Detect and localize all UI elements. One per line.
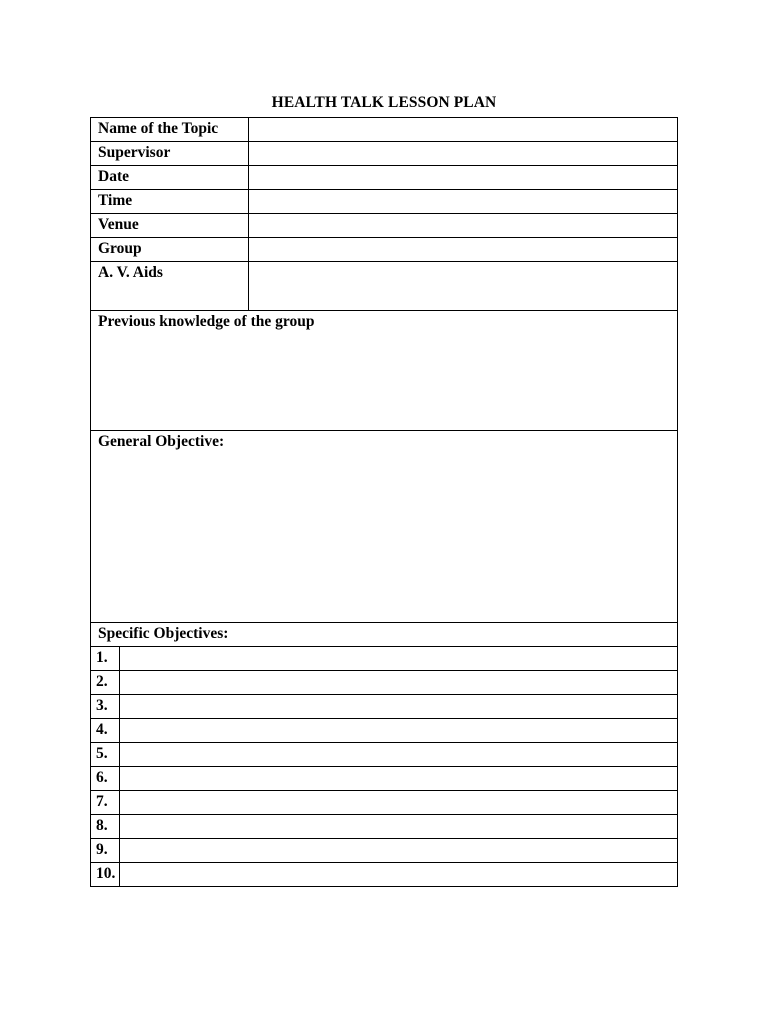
specific-objective-row	[91, 815, 678, 839]
objective-field[interactable]	[120, 647, 678, 671]
date-label: Date	[91, 166, 249, 190]
objective-field[interactable]	[120, 839, 678, 863]
av-aids-label: A. V. Aids	[91, 262, 249, 311]
general-objective-label: General Objective:	[98, 433, 225, 450]
venue-row	[91, 214, 678, 238]
supervisor-label: Supervisor	[91, 142, 249, 166]
venue-label: Venue	[91, 214, 249, 238]
time-label: Time	[91, 190, 249, 214]
objective-field[interactable]	[120, 671, 678, 695]
date-row	[91, 166, 678, 190]
objective-number: 5.	[91, 743, 120, 767]
group-label: Group	[91, 238, 249, 262]
objective-number: 1.	[91, 647, 120, 671]
specific-objective-row	[91, 767, 678, 791]
specific-objective-row	[91, 863, 678, 887]
previous-knowledge-section[interactable]	[91, 311, 678, 431]
objective-number: 2.	[91, 671, 120, 695]
objective-field[interactable]	[120, 695, 678, 719]
specific-objectives-label: Specific Objectives:	[91, 623, 678, 647]
topic-row	[91, 118, 678, 142]
av-aids-field[interactable]	[249, 262, 678, 311]
av-aids-row	[91, 262, 678, 311]
lesson-plan-table	[90, 117, 678, 887]
group-row	[91, 238, 678, 262]
specific-objective-row	[91, 743, 678, 767]
specific-objectives-header-row	[91, 623, 678, 647]
time-field[interactable]	[249, 190, 678, 214]
supervisor-field[interactable]	[249, 142, 678, 166]
specific-objective-row	[91, 695, 678, 719]
specific-objective-row	[91, 791, 678, 815]
objective-field[interactable]	[120, 719, 678, 743]
specific-objective-row	[91, 647, 678, 671]
objective-number: 7.	[91, 791, 120, 815]
objective-field[interactable]	[120, 767, 678, 791]
objective-field[interactable]	[120, 815, 678, 839]
objective-field[interactable]	[120, 863, 678, 887]
objective-field[interactable]	[120, 743, 678, 767]
topic-label: Name of the Topic	[91, 118, 249, 142]
time-row	[91, 190, 678, 214]
objective-number: 4.	[91, 719, 120, 743]
topic-field[interactable]	[249, 118, 678, 142]
supervisor-row	[91, 142, 678, 166]
general-objective-section[interactable]	[91, 431, 678, 623]
objective-number: 10.	[91, 863, 120, 887]
specific-objective-row	[91, 671, 678, 695]
objective-number: 3.	[91, 695, 120, 719]
date-field[interactable]	[249, 166, 678, 190]
page-title: HEALTH TALK LESSON PLAN	[271, 94, 497, 111]
specific-objective-row	[91, 839, 678, 863]
previous-knowledge-label: Previous knowledge of the group	[98, 313, 315, 330]
objective-field[interactable]	[120, 791, 678, 815]
objective-number: 6.	[91, 767, 120, 791]
objective-number: 9.	[91, 839, 120, 863]
venue-field[interactable]	[249, 214, 678, 238]
previous-knowledge-row	[91, 311, 678, 431]
objective-number: 8.	[91, 815, 120, 839]
group-field[interactable]	[249, 238, 678, 262]
specific-objective-row	[91, 719, 678, 743]
general-objective-row	[91, 431, 678, 623]
